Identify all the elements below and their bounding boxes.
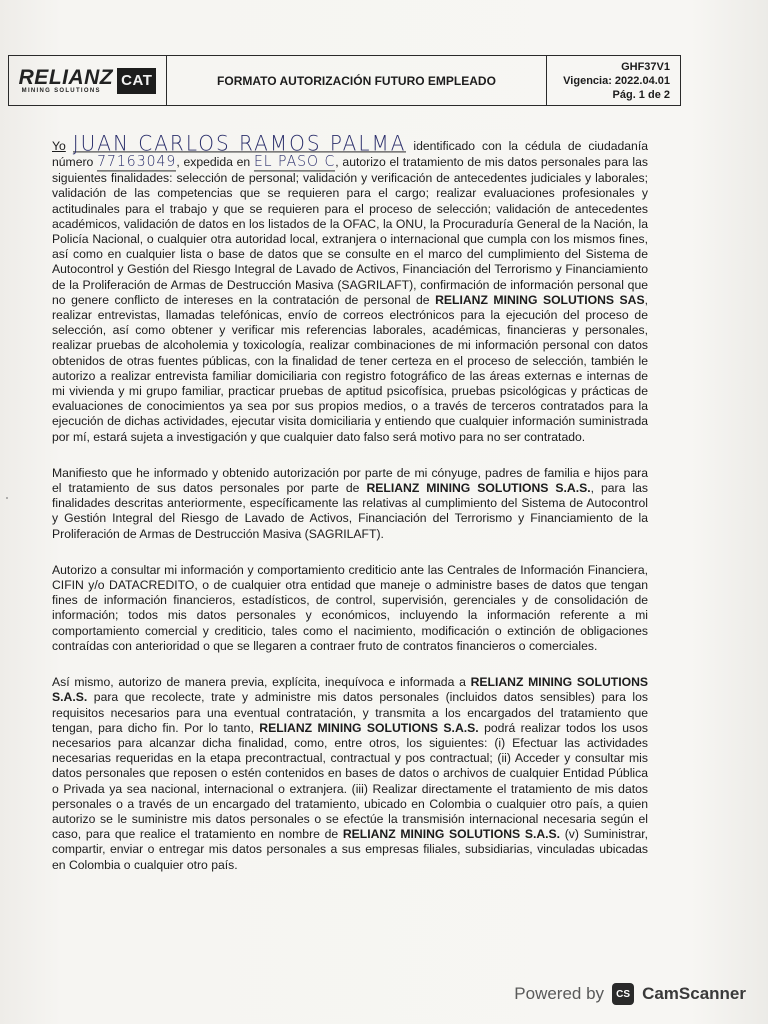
yo-label: Yo (52, 139, 66, 153)
document-header (8, 55, 681, 106)
document-body (52, 130, 648, 894)
paragraph-3: Autorizo a consultar mi información y comportamiento crediticio ante las Centrales de Información Financiera, CIFIN y/o DATACREDITO, o de cualquier otra entidad que maneje o administre bases de datos que tengan fines de información financieros, estadísticos, de control, supervisión, gerenciales y de consolidación de información; todos mis datos personales y económicos, incluyendo la información referente a mi comportamiento comercial y crediticio, tales como el nacimiento, modificación o extinción de obligaciones contraídas con anterioridad o que se llegaren a contraer fruto de contratos financieros o comerciales. (52, 562, 648, 653)
document-vigencia: Vigencia: 2022.04.01 (563, 74, 670, 87)
company-name: RELIANZ MINING SOLUTIONS S.A.S. (366, 481, 591, 496)
logo-wordmark: RELIANZ (18, 65, 114, 89)
handwritten-cedula: 77163049 (97, 153, 177, 171)
logo-subtitle: MINING SOLUTIONS (21, 87, 101, 94)
handwritten-city: EL PASO C (253, 153, 336, 171)
company-name: RELIANZ MINING SOLUTIONS SAS (435, 292, 645, 307)
scan-speck (6, 497, 8, 499)
company-name: RELIANZ MINING SOLUTIONS S.A.S. (342, 827, 561, 842)
paragraph-4: Así mismo, autorizo de manera previa, explícita, inequívoca e informada a RELIANZ MINING SOLUTIONS S.A.S. para que recolecte, trate y administre mis datos personales (incluidos datos sensibles) para los requisitos necesarios para una eventual contratación, y transmita a los encargados del tratamiento que tengan, para dicho fin. Por lo tanto, RELIANZ MINING SOLUTIONS S.A.S. podrá realizar todos los usos necesarios para alcanzar dicha finalidad, como, entre otros, los siguientes: (i) Efectuar las actividades necesarias requeridas en la etapa precontractual, contractual y pos contractual; (ii) Acceder y consultar mis datos personales que reposen o estén contenidos en bases de datos o archivos de cualquier Entidad Pública o Privada ya sea nacional, internacional o extranjera. (iii) Realizar directamente el tratamiento de mis datos personales o a través de un encargado del tratamiento, ubicado en Colombia o cualquier otro país, a quien autorizo se le suministre mis datos personales o se efectúe la transmisión internacional necesaria según el caso, para que realice el tratamiento en nombre de RELIANZ MINING SOLUTIONS S.A.S. (v) Suministrar, compartir, enviar o entregar mis datos personales a sus empresas filiales, subsidiarias, vinculadas ubicadas en Colombia o cualquier otro país. (52, 675, 648, 872)
document-code: GHF37V1 (621, 60, 670, 73)
handwritten-name: JUAN CARLOS RAMOS PALMA (72, 130, 407, 156)
cat-logo-badge: CAT (117, 68, 156, 94)
company-name: RELIANZ MINING SOLUTIONS S.A.S. (259, 720, 479, 735)
paragraph-2: Manifiesto que he informado y obtenido autorización por parte de mi cónyuge, padres de familia e hijos para el tratamiento de sus datos personales por parte de RELIANZ MINING SOLUTIONS S.A.S., para las finalidades descritas anteriormente, específicamente las relativas al cumplimiento del Sistema de Autocontrol y Gestión Integral del Riesgo de Lavado de Activos, Financiación del Terrorismo y Financiamiento de la Proliferación de Armas de Destrucción Masiva (SAGRILAFT). (52, 465, 648, 541)
paragraph-1: Yo JUAN CARLOS RAMOS PALMA identificado con la cédula de ciudadanía número 77163049, expedida en EL PASO C, autorizo el tratamiento de mis datos personales para las siguientes finalidades: selección de personal; validación y verificación de antecedentes judiciales y laborales; validación de las competencias que se requieren para el cargo; realizar evaluaciones profesionales y actitudinales para el trabajo y que se requieren para el proceso de selección; validación de antecedentes académicos, validación de datos en los listados de la OFAC, la ONU, la Procuraduría General de la Nación, la Policía Nacional, o cualquier otra autoridad local, extranjera o internacional que cumpla con los mismos fines, así como en cualquier lista o base de datos que se consulte en el marco del cumplimiento del Sistema de Autocontrol y Gestión del Riesgo Integral de Lavado de Activos, Financiación del Terrorismo y Financiamiento de la Proliferación de Armas de Destrucción Masiva (SAGRILAFT), confirmación de información personal que no genere conflicto de intereses en la contratación de personal de RELIANZ MINING SOLUTIONS SAS, realizar entrevistas, llamadas telefónicas, envío de correos electrónicos para la ejecución del proceso de selección, así como obtener y verificar mis referencias laborales, académicas, financieras y personales, realizar pruebas de alcoholemia y toxicología, realizar combinaciones de mi información personal con datos obtenidos de otras fuentes públicas, con la finalidad de tener certeza en el proceso de selección, también le autorizo a realizar entrevista familiar domiciliaria con registro fotográfico de las áreas externas e internas de mi vivienda y mi grupo familiar, practicar pruebas de aptitud psicofísica, pruebas psicológicas y prácticas de evaluaciones de conocimientos ya sea por sus propios medios, o a través de terceros contratados para la ejecución de dichas actividades, ejecutar visita domiciliaria y entiendo que cualquier información suministrada por mí, estará sujeta a investigación y que cualquier dato falso será motivo para no ser contratado. (52, 130, 648, 444)
camscanner-watermark (514, 983, 746, 1005)
powered-by-label: Powered by (514, 984, 605, 1003)
company-logo (9, 56, 167, 105)
camscanner-icon: CS (612, 983, 634, 1005)
camscanner-brand: CamScanner (642, 984, 746, 1003)
document-title: FORMATO AUTORIZACIÓN FUTURO EMPLEADO (167, 56, 547, 105)
company-name: RELIANZ MINING SOLUTIONS S.A.S. (52, 675, 648, 705)
document-meta (547, 56, 680, 105)
page-number: Pág. 1 de 2 (612, 88, 670, 101)
